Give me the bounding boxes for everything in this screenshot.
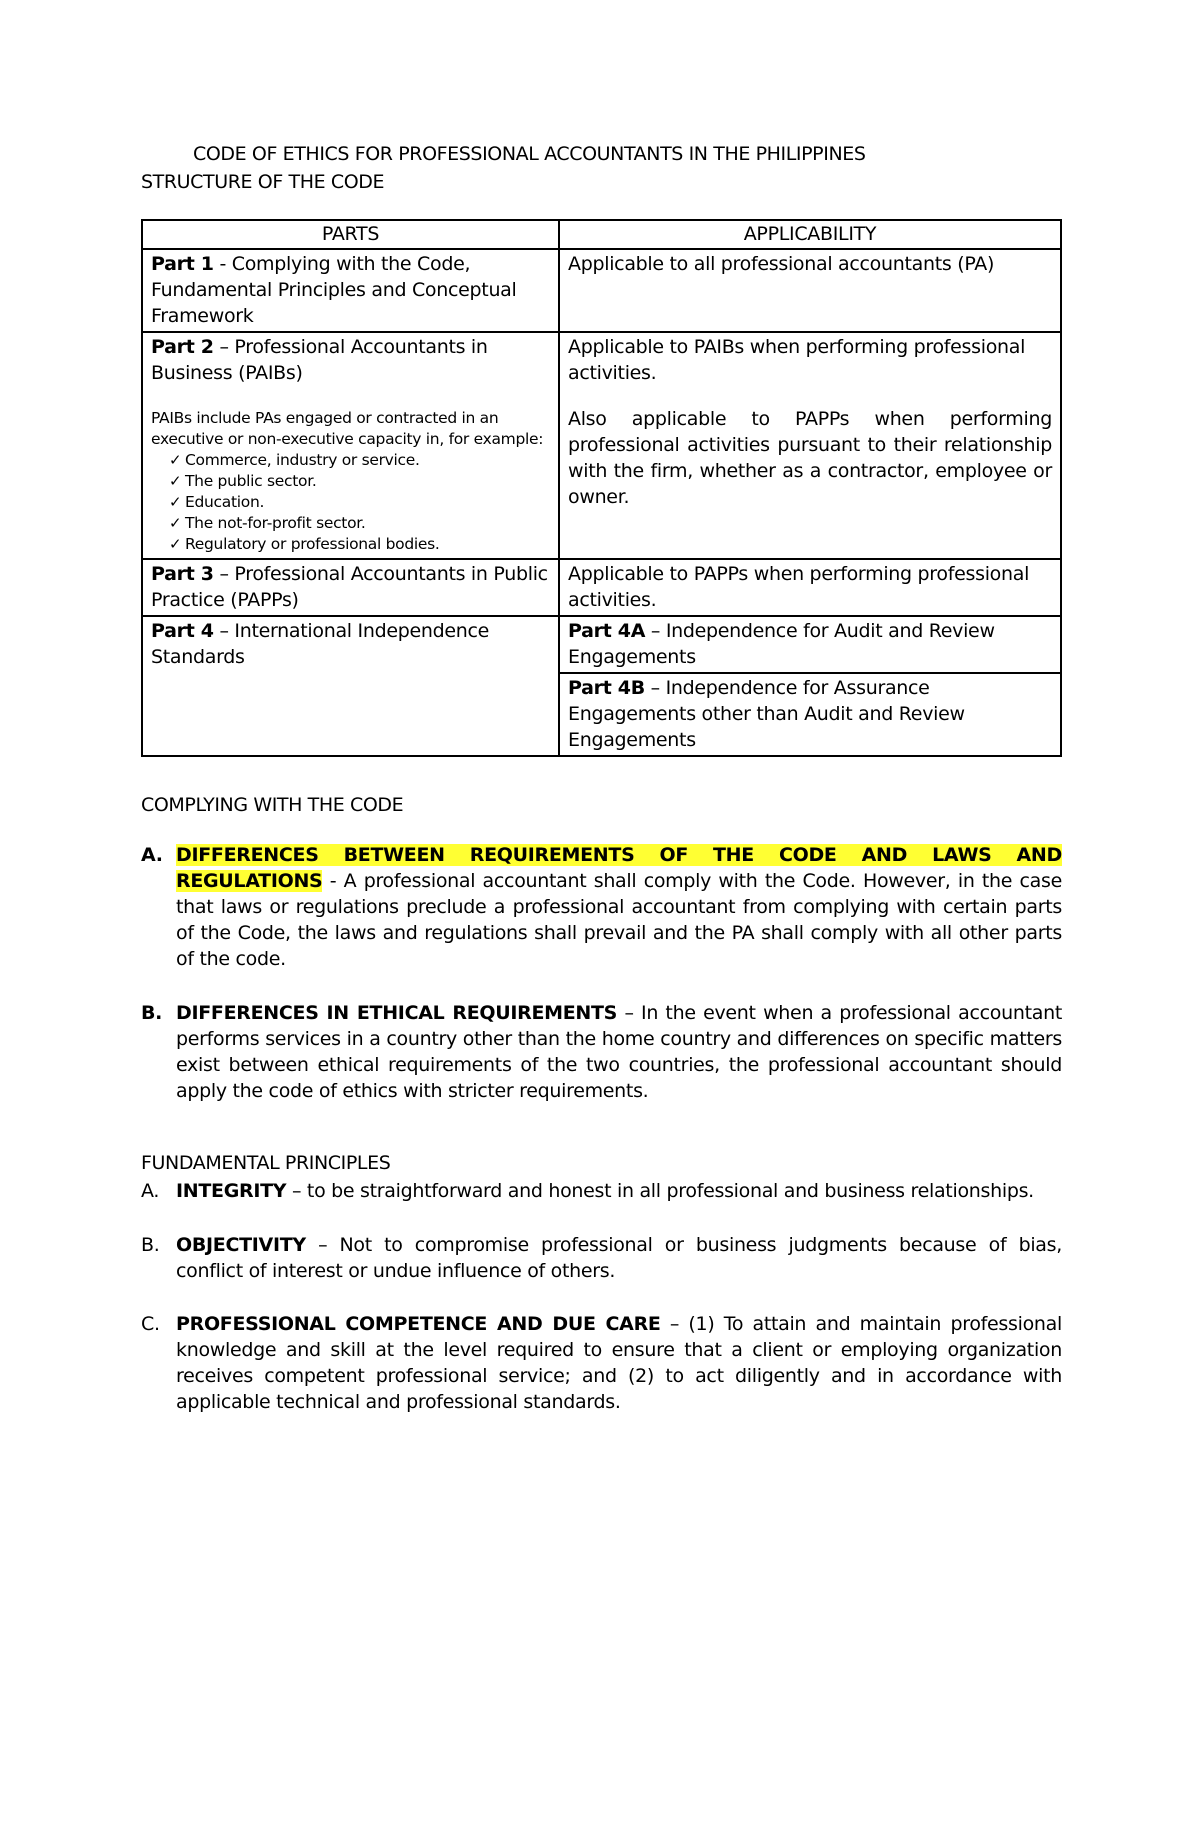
part4-text: – International Independence Standards (151, 620, 490, 668)
list-item: ✓ Commerce, industry or service. (169, 451, 420, 469)
part3-label: Part 3 (151, 563, 214, 585)
item-title: DIFFERENCES IN ETHICAL REQUIREMENTS (176, 1002, 618, 1024)
complying-heading: COMPLYING WITH THE CODE (141, 794, 404, 816)
item-label: C. (141, 1313, 160, 1335)
list-item: ✓ The not-for-profit sector. (169, 514, 366, 532)
part4a-label: Part 4A (568, 620, 646, 642)
part4a-cell (559, 616, 1061, 673)
table-row (142, 332, 1061, 559)
item-text: - A professional accountant shall comply with the Code. However, in the case that laws or regulations preclude a professional accountant from complying with certain parts of the Code, the laws and regulations shall prevail and the PA shall comply with all other parts of the code. (176, 870, 1062, 970)
part4-cell (142, 616, 559, 756)
part4b-text: – Independence for Assurance Engagements other than Audit and Review Engagements (568, 677, 965, 751)
part2-applicability-2: Also applicable to PAPPs when performing professional activities pursuant to their relationship with the firm, whether as a contractor, employee or owner. (568, 408, 1052, 508)
check-icon: ✓ (169, 514, 182, 532)
item-text: – Not to compromise professional or business judgments because of bias, conflict of interest or undue influence of others. (176, 1234, 1062, 1282)
list-item: ✓ Regulatory or professional bodies. (169, 535, 440, 553)
list-item: ✓ Education. (169, 493, 265, 511)
table-row (142, 616, 1061, 673)
highlighted-title: DIFFERENCES BETWEEN REQUIREMENTS OF THE CODE AND LAWS AND REGULATIONS (176, 844, 1062, 892)
check-icon: ✓ (169, 493, 182, 511)
part2-applicability-1: Applicable to PAIBs when performing professional activities. (568, 336, 1026, 384)
item-title: INTEGRITY (176, 1180, 287, 1202)
part4-label: Part 4 (151, 620, 214, 642)
item-text: – (1) To attain and maintain professional knowledge and skill at the level required to ensure that a client or employing organization receives competent professional service; and (2) to act diligently and in accordance with applicable technical and professional standards. (176, 1313, 1062, 1413)
check-icon: ✓ (169, 451, 182, 469)
document-title: CODE OF ETHICS FOR PROFESSIONAL ACCOUNTANTS IN THE PHILIPPINES (193, 143, 866, 165)
item-label: A. (141, 1180, 160, 1202)
table-header-row (142, 220, 1061, 249)
part3-text: – Professional Accountants in Public Practice (PAPPs) (151, 563, 548, 611)
check-icon: ✓ (169, 472, 182, 490)
table-row (142, 559, 1061, 616)
part4b-label: Part 4B (568, 677, 645, 699)
part2-examples-list (151, 450, 550, 555)
item-label: B. (141, 1234, 160, 1256)
code-structure-table (141, 219, 1062, 757)
part2-applicability (559, 332, 1061, 559)
table-row (142, 249, 1061, 332)
part4b-cell (559, 673, 1061, 756)
fundamental-item-a (141, 1178, 1062, 1204)
part2-label: Part 2 (151, 336, 214, 358)
part1-text: - Complying with the Code, Fundamental Principles and Conceptual Framework (151, 253, 517, 327)
part1-label: Part 1 (151, 253, 214, 275)
item-label: A. (141, 844, 163, 866)
part2-note: PAIBs include PAs engaged or contracted in an executive or non-executive capacity in, for example: (151, 409, 544, 448)
part3-applicability: Applicable to PAPPs when performing professional activities. (559, 559, 1061, 616)
item-title: PROFESSIONAL COMPETENCE AND DUE CARE (176, 1313, 661, 1335)
part4a-text: – Independence for Audit and Review Engagements (568, 620, 995, 668)
header-parts: PARTS (142, 220, 559, 249)
fundamental-heading: FUNDAMENTAL PRINCIPLES (141, 1152, 391, 1174)
complying-item-b (141, 1000, 1062, 1104)
document-subtitle: STRUCTURE OF THE CODE (141, 171, 385, 193)
fundamental-item-b (141, 1232, 1062, 1284)
item-title: OBJECTIVITY (176, 1234, 306, 1256)
item-label: B. (141, 1002, 163, 1024)
item-text: – to be straightforward and honest in all professional and business relationships. (286, 1180, 1034, 1202)
header-applicability: APPLICABILITY (559, 220, 1061, 249)
check-icon: ✓ (169, 535, 182, 553)
part1-applicability: Applicable to all professional accountants (PA) (559, 249, 1061, 332)
part3-cell (142, 559, 559, 616)
list-item: ✓ The public sector. (169, 472, 317, 490)
part2-cell (142, 332, 559, 559)
part1-cell (142, 249, 559, 332)
item-text: – In the event when a professional accountant performs services in a country other than the home country and differences on specific matters exist between ethical requirements of the two countries, the professional accountant should apply the code of ethics with stricter requirements. (176, 1002, 1062, 1102)
part2-text: – Professional Accountants in Business (PAIBs) (151, 336, 488, 384)
fundamental-item-c (141, 1311, 1062, 1415)
complying-item-a (141, 842, 1062, 972)
